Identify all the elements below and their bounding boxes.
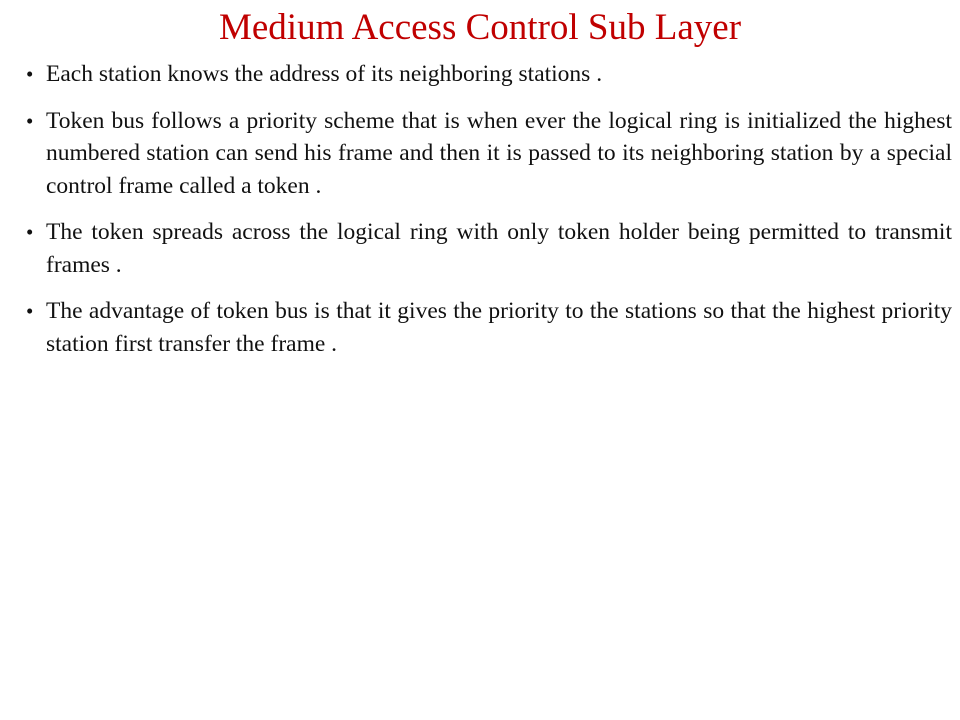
bullet-icon: • bbox=[26, 108, 34, 133]
list-item bbox=[26, 58, 952, 91]
bullet-icon: • bbox=[26, 220, 34, 244]
bullet-text: The token spreads across the logical ring with only token holder being permitted to transmit frames . bbox=[46, 219, 952, 278]
bullet-text: Each station knows the address of its neighboring stations . bbox=[46, 61, 603, 87]
bullet-list bbox=[26, 58, 952, 374]
bullet-icon: • bbox=[26, 62, 34, 86]
bullet-text: The advantage of token bus is that it gives the priority to the stations so that the highest priority station first transfer the frame . bbox=[46, 298, 952, 357]
slide-title: Medium Access Control Sub Layer bbox=[218, 7, 742, 48]
list-item bbox=[26, 216, 952, 281]
bullet-icon: • bbox=[26, 299, 34, 323]
list-item bbox=[26, 295, 952, 360]
list-item bbox=[26, 105, 952, 203]
bullet-text: Token bus follows a priority scheme that is when ever the logical ring is initialized the highest numbered station can send his frame and then it is passed to its neighboring station by a special control frame called a token . bbox=[46, 107, 952, 199]
